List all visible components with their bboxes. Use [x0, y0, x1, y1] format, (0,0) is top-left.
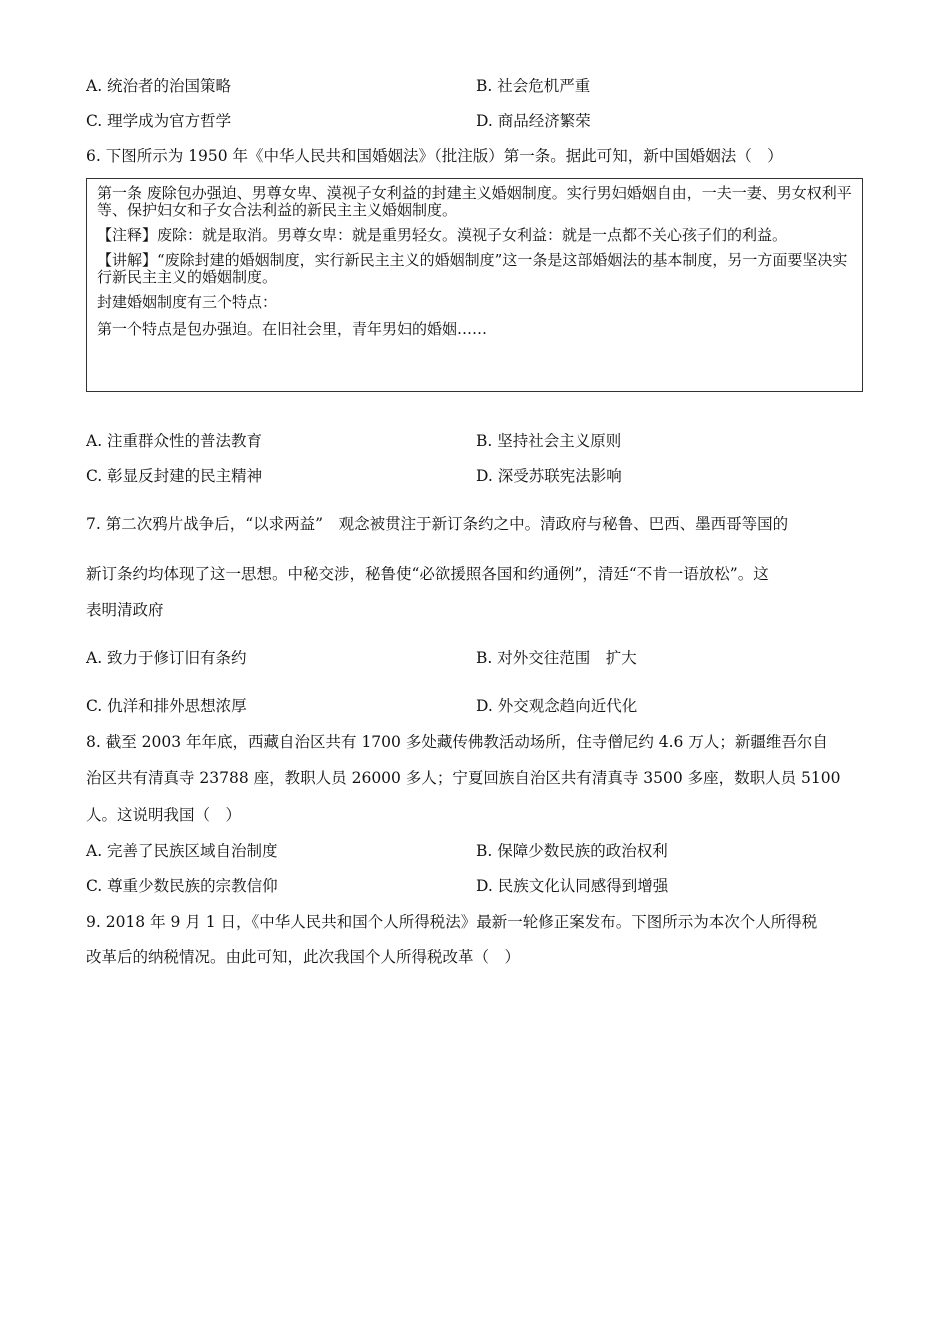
q8-option-b: B. 保障少数民族的政治权利 [476, 842, 668, 860]
q7-option-b: B. 对外交往范围 扩大 [476, 649, 637, 667]
q9-stem-line-1: 9. 2018 年 9 月 1 日，《中华人民共和国个人所得税法》最新一轮修正案发布。下图所示为本次个人所得税 [86, 913, 818, 931]
q6-box-first-feature: 第一个特点是包办强迫。在旧社会里，青年男妇的婚姻…… [97, 320, 488, 338]
q9-stem-line-2: 改革后的纳税情况。由此可知，此次我国个人所得税改革（ ） [86, 948, 521, 966]
q8-stem-line-2: 治区共有清真寺 23788 座，教职人员 26000 多人；宁夏回族自治区共有清真寺 3500 多座，数职人员 5100 [86, 769, 841, 787]
q6-option-d: D. 深受苏联宪法影响 [476, 467, 622, 485]
q7-option-c: C. 仇洋和排外思想浓厚 [86, 697, 247, 715]
q7-option-d: D. 外交观念趋向近代化 [476, 697, 638, 715]
q7-stem-line-2: 新订条约均体现了这一思想。中秘交涉，秘鲁使“必欲援照各国和约通例”，清廷“不肯一语放松”。这 [86, 565, 769, 583]
q6-source-box [86, 178, 863, 392]
q8-option-c: C. 尊重少数民族的宗教信仰 [86, 877, 278, 895]
q6-box-features: 封建婚姻制度有三个特点： [97, 293, 278, 311]
q8-stem-line-1: 8. 截至 2003 年年底，西藏自治区共有 1700 多处藏传佛教活动场所，住寺僧尼约 4.6 万人；新疆维吾尔自 [86, 733, 828, 751]
q6-box-note: 【注释】废除：就是取消。男尊女卑：就是重男轻女。漠视子女利益：就是一点都不关心孩子们的利益。 [97, 226, 788, 244]
q8-stem-line-3: 人。这说明我国（ ） [86, 806, 242, 824]
q6-option-a: A. 注重群众性的普法教育 [86, 432, 263, 450]
q5-option-a: A. 统治者的治国策略 [86, 77, 232, 95]
q6-stem: 6. 下图所示为 1950 年《中华人民共和国婚姻法》（批注版）第一条。据此可知，新中国婚姻法（ ） [86, 147, 783, 165]
q7-option-a: A. 致力于修订旧有条约 [86, 649, 247, 667]
q6-box-article: 第一条 废除包办强迫、男尊女卑、漠视子女利益的封建主义婚姻制度。实行男妇婚姻自由，一夫一妻、男女权利平等、保护妇女和子女合法利益的新民主主义婚姻制度。 [97, 184, 852, 219]
q7-stem-line-3: 表明清政府 [86, 601, 164, 619]
q6-option-b: B. 坚持社会主义原则 [476, 432, 622, 450]
q8-option-d: D. 民族文化认同感得到增强 [476, 877, 669, 895]
q7-stem-line-1: 7. 第二次鸦片战争后，“以求两益” 观念被贯注于新订条约之中。清政府与秘鲁、巴西、墨西哥等国的 [86, 515, 789, 533]
q5-option-c: C. 理学成为官方哲学 [86, 112, 232, 130]
q5-option-b: B. 社会危机严重 [476, 77, 591, 95]
q6-box-explain: 【讲解】“废除封建的婚姻制度，实行新民主主义的婚姻制度”这一条是这部婚姻法的基本制度，另一方面要坚决实行新民主主义的婚姻制度。 [97, 251, 848, 286]
q8-option-a: A. 完善了民族区域自治制度 [86, 842, 278, 860]
q6-option-c: C. 彰显反封建的民主精神 [86, 467, 263, 485]
q5-option-d: D. 商品经济繁荣 [476, 112, 591, 130]
